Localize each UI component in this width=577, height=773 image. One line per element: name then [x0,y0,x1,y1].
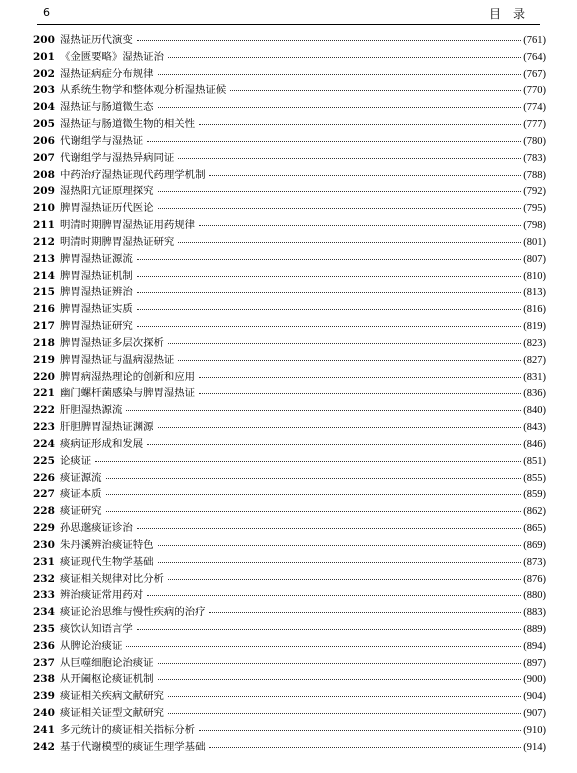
entry-page-number: (876) [523,573,546,585]
entry-number: 236 [33,639,55,652]
dot-leader [147,434,521,445]
entry-number: 202 [33,67,55,80]
entry-number: 207 [33,151,55,164]
entry-number: 241 [33,723,55,736]
entry-title: 孙思邈痰证诊治 [60,522,133,535]
entry-title: 痰证论治思维与慢性疾病的治疗 [60,606,206,619]
entry-number: 215 [33,286,55,299]
entry-number: 206 [33,134,55,147]
entry-title: 脾胃湿热证源流 [60,252,133,265]
entry-number: 221 [33,387,55,400]
entry-title: 论痰证 [60,454,92,467]
entry-number: 204 [33,101,55,114]
dot-leader [209,602,521,613]
entry-page-number: (894) [523,640,546,652]
entry-number: 220 [33,370,55,383]
entry-title: 从脾论治痰证 [60,639,123,652]
entry-number: 217 [33,320,55,333]
entry-number: 200 [33,34,55,46]
dot-leader [178,350,521,361]
dot-leader [168,333,521,344]
entry-page-number: (770) [523,85,546,97]
entry-title: 代谢组学与湿热异病同证 [60,151,175,164]
entry-page-number: (795) [523,203,546,215]
entry-title: 痰病证形成和发展 [60,437,144,450]
entry-title: 肝胆脾胃湿热证渊源 [60,421,154,434]
entry-number: 210 [33,202,55,215]
dot-leader [199,720,521,731]
dot-leader [106,484,522,495]
dot-leader [158,64,522,75]
entry-page-number: (761) [523,35,546,46]
entry-page-number: (914) [523,741,546,753]
entry-page-number: (907) [523,708,546,720]
entry-page-number: (846) [523,438,546,450]
page-header [0,0,577,26]
entry-number: 213 [33,252,55,265]
entry-page-number: (819) [523,321,546,333]
entry-page-number: (767) [523,68,546,80]
entry-title: 多元统计的痰证相关指标分析 [60,723,196,736]
entry-page-number: (813) [523,287,546,299]
dot-leader [178,148,521,159]
entry-title: 湿热证历代演变 [60,34,133,46]
dot-leader [199,114,521,125]
entry-page-number: (873) [523,556,546,568]
entry-page-number: (859) [523,489,546,501]
entry-page-number: (801) [523,236,546,248]
entry-number: 233 [33,589,55,602]
entry-title: 湿热阳亢证原理探究 [60,185,154,198]
entry-page-number: (851) [523,455,546,467]
entry-title: 明清时期脾胃湿热证用药规律 [60,219,196,232]
page-number: 6 [43,6,50,19]
entry-number: 211 [33,219,55,232]
header-rule [37,24,540,25]
toc-entry[interactable] [33,739,546,756]
entry-number: 242 [33,740,55,753]
entry-page-number: (880) [523,590,546,602]
entry-title: 《金匮要略》湿热证治 [60,50,164,63]
entry-page-number: (865) [523,523,546,535]
entry-number: 227 [33,488,55,501]
dot-leader [137,316,522,327]
entry-number: 239 [33,690,55,703]
entry-page-number: (889) [523,623,546,635]
dot-leader [158,181,522,192]
entry-page-number: (831) [523,371,546,383]
entry-title: 从开阖枢论痰证机制 [60,673,154,686]
entry-title: 基于代谢模型的痰证生理学基础 [60,740,206,753]
entry-number: 218 [33,336,55,349]
entry-title: 脾胃湿热证研究 [60,320,133,333]
dot-leader [106,501,522,512]
entry-number: 240 [33,707,55,720]
entry-page-number: (807) [523,253,546,265]
entry-page-number: (783) [523,152,546,164]
entry-title: 脾胃湿热证辨治 [60,286,133,299]
entry-title: 肝胆湿热源流 [60,404,123,417]
entry-number: 224 [33,437,55,450]
entry-title: 湿热证与肠道微生物的相关性 [60,118,196,131]
dot-leader [137,30,522,41]
entry-title: 痰证本质 [60,488,102,501]
entry-page-number: (823) [523,337,546,349]
entry-title: 朱丹溪辨治痰证特色 [60,538,154,551]
entry-title: 脾胃湿热证多层次探析 [60,336,164,349]
entry-title: 痰饮认知语言学 [60,622,133,635]
entry-number: 237 [33,656,55,669]
entry-number: 201 [33,50,55,63]
entry-number: 235 [33,622,55,635]
section-title: 目录 [488,7,537,21]
entry-number: 208 [33,168,55,181]
entry-page-number: (883) [523,607,546,619]
dot-leader [126,400,521,411]
dot-leader [158,417,522,428]
entry-title: 湿热证病症分布规律 [60,67,154,80]
entry-number: 223 [33,421,55,434]
entry-number: 231 [33,555,55,568]
entry-page-number: (816) [523,304,546,316]
entry-page-number: (862) [523,506,546,518]
dot-leader [158,198,522,209]
entry-number: 234 [33,606,55,619]
dot-leader [137,518,522,529]
entry-page-number: (780) [523,135,546,147]
entry-number: 226 [33,471,55,484]
entry-title: 痰证研究 [60,505,102,518]
entry-page-number: (810) [523,270,546,282]
entry-number: 209 [33,185,55,198]
entry-number: 228 [33,505,55,518]
entry-title: 脾胃湿热证机制 [60,269,133,282]
dot-leader [158,97,522,108]
dot-leader [126,636,521,647]
entry-page-number: (855) [523,472,546,484]
entry-page-number: (788) [523,169,546,181]
dot-leader [168,569,521,580]
entry-title: 痰证源流 [60,471,102,484]
entry-page-number: (836) [523,388,546,400]
dot-leader [158,535,522,546]
entry-title: 中药治疗湿热证现代药理学机制 [60,168,206,181]
entry-page-number: (774) [523,102,546,114]
entry-number: 229 [33,522,55,535]
dot-leader [158,552,522,563]
entry-number: 219 [33,353,55,366]
entry-page-number: (792) [523,186,546,198]
entry-page-number: (798) [523,220,546,232]
entry-page-number: (900) [523,674,546,686]
entry-title: 痰证相关证型文献研究 [60,707,164,720]
entry-title: 脾胃湿热证与温病湿热证 [60,353,175,366]
dot-leader [158,653,522,664]
dot-leader [199,215,521,226]
entry-number: 214 [33,269,55,282]
entry-page-number: (777) [523,119,546,131]
dot-leader [95,451,521,462]
entry-number: 222 [33,404,55,417]
dot-leader [168,686,521,697]
entry-title: 痰证现代生物学基础 [60,555,154,568]
dot-leader [137,619,522,630]
entry-page-number: (764) [523,51,546,63]
entry-title: 代谢组学与湿热证 [60,134,144,147]
entry-title: 脾胃病湿热理论的创新和应用 [60,370,196,383]
entry-page-number: (897) [523,657,546,669]
entry-number: 238 [33,673,55,686]
entry-page-number: (869) [523,539,546,551]
entry-number: 205 [33,118,55,131]
entry-title: 从系统生物学和整体观分析湿热证候 [60,84,227,97]
entry-title: 脾胃湿热证历代医论 [60,202,154,215]
entry-page-number: (827) [523,354,546,366]
dot-leader [209,165,521,176]
dot-leader [147,585,521,596]
entry-title: 脾胃湿热证实质 [60,303,133,316]
dot-leader [106,468,522,479]
entry-title: 痰证相关疾病文献研究 [60,690,164,703]
entry-number: 225 [33,454,55,467]
entry-number: 216 [33,303,55,316]
dot-leader [199,367,521,378]
entry-page-number: (904) [523,691,546,703]
entry-title: 幽门螺杆菌感染与脾胃湿热证 [60,387,196,400]
entry-title: 痰证相关规律对比分析 [60,572,164,585]
entry-page-number: (840) [523,405,546,417]
dot-leader [168,47,521,58]
dot-leader [137,266,522,277]
dot-leader [137,249,522,260]
entry-number: 212 [33,235,55,248]
entry-page-number: (910) [523,724,546,736]
table-of-contents [33,32,546,756]
dot-leader [158,669,522,680]
entry-title: 辨治痰证常用药对 [60,589,144,602]
entry-title: 从巨噬细胞论治痰证 [60,656,154,669]
dot-leader [168,703,521,714]
dot-leader [230,80,521,91]
dot-leader [147,131,521,142]
entry-number: 232 [33,572,55,585]
entry-page-number: (843) [523,422,546,434]
entry-title: 湿热证与肠道微生态 [60,101,154,114]
dot-leader [137,282,522,293]
dot-leader [137,299,522,310]
entry-number: 203 [33,84,55,97]
entry-number: 230 [33,538,55,551]
dot-leader [178,232,521,243]
entry-title: 明清时期脾胃湿热证研究 [60,235,175,248]
dot-leader [209,737,521,748]
dot-leader [199,383,521,394]
